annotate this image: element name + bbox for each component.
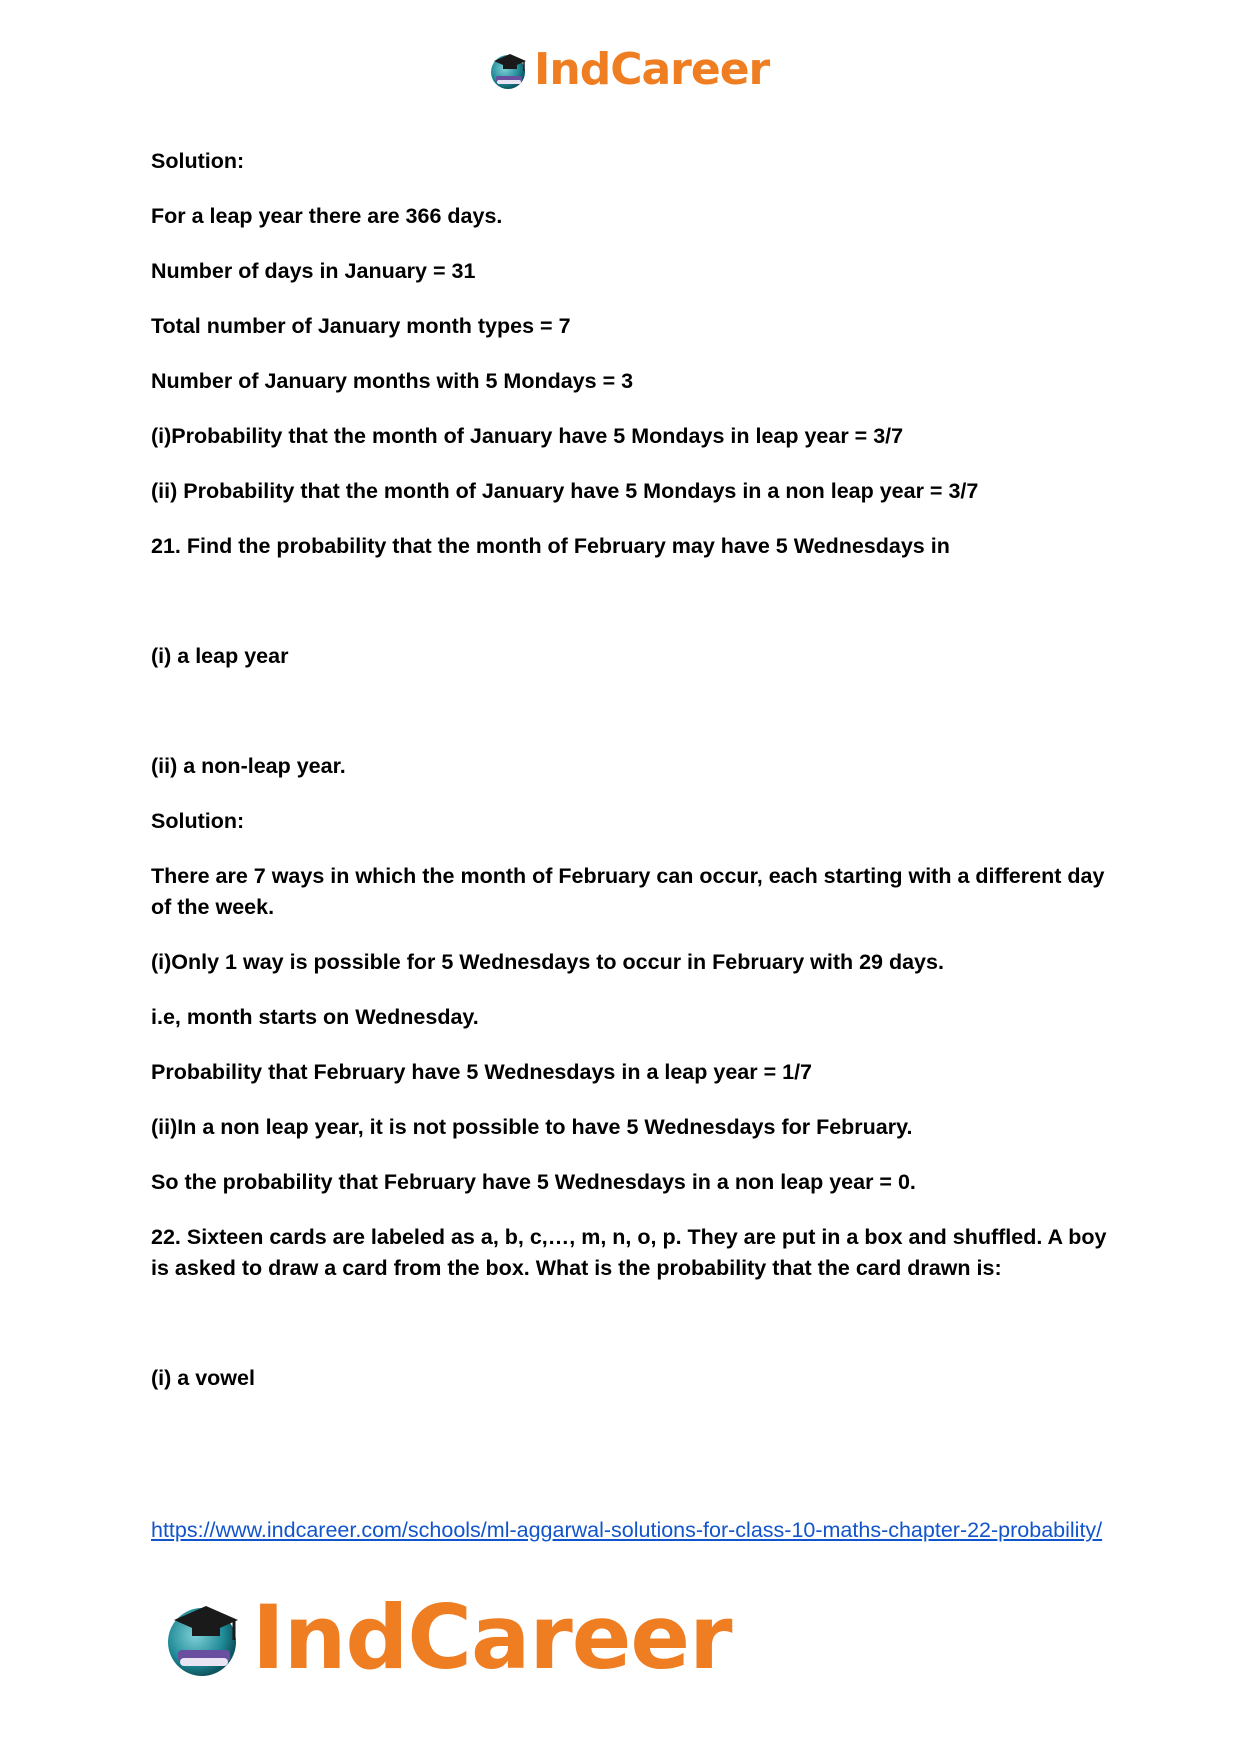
paragraph: Probability that February have 5 Wednesdays in a leap year = 1/7 (151, 1060, 812, 1084)
globe-graduation-cap-icon (488, 49, 530, 91)
footer-logo (162, 1586, 732, 1689)
paragraph: For a leap year there are 366 days. (151, 204, 503, 228)
document-body (151, 146, 1111, 1418)
source-link[interactable]: https://www.indcareer.com/schools/ml-aggarwal-solutions-for-class-10-maths-chapter-22-probability/ (151, 1518, 1103, 1542)
paragraph: (i)Probability that the month of January have 5 Mondays in leap year = 3/7 (151, 424, 904, 448)
paragraph: i.e, month starts on Wednesday. (151, 1005, 479, 1029)
spacer (151, 1308, 1111, 1363)
globe-graduation-cap-icon (162, 1596, 246, 1680)
paragraph: Number of days in January = 31 (151, 259, 476, 283)
paragraph: (i)Only 1 way is possible for 5 Wednesdays to occur in February with 29 days. (151, 950, 944, 974)
spacer (151, 696, 1111, 751)
paragraph: (ii) Probability that the month of January have 5 Mondays in a non leap year = 3/7 (151, 479, 979, 503)
paragraph: (ii)In a non leap year, it is not possible to have 5 Wednesdays for February. (151, 1115, 913, 1139)
paragraph: Solution: (151, 149, 245, 173)
paragraph: Number of January months with 5 Mondays = 3 (151, 369, 634, 393)
question-part: (i) a leap year (151, 644, 289, 668)
header-logo (488, 44, 769, 95)
question-part: (i) a vowel (151, 1366, 255, 1390)
spacer (151, 586, 1111, 641)
question-21: 21. Find the probability that the month of February may have 5 Wednesdays in (151, 534, 950, 558)
brand-name: IndCareer (534, 44, 770, 95)
question-part: (ii) a non-leap year. (151, 754, 346, 778)
paragraph: There are 7 ways in which the month of February can occur, each starting with a different day of the week. (151, 864, 1105, 919)
brand-name: IndCareer (252, 1586, 732, 1689)
paragraph: So the probability that February have 5 Wednesdays in a non leap year = 0. (151, 1170, 916, 1194)
paragraph: Solution: (151, 809, 245, 833)
paragraph: Total number of January month types = 7 (151, 314, 571, 338)
question-22: 22. Sixteen cards are labeled as a, b, c,…, m, n, o, p. They are put in a box and shuffled. A boy is asked to draw a card from the box. What is the probability that the card drawn is: (151, 1225, 1107, 1280)
